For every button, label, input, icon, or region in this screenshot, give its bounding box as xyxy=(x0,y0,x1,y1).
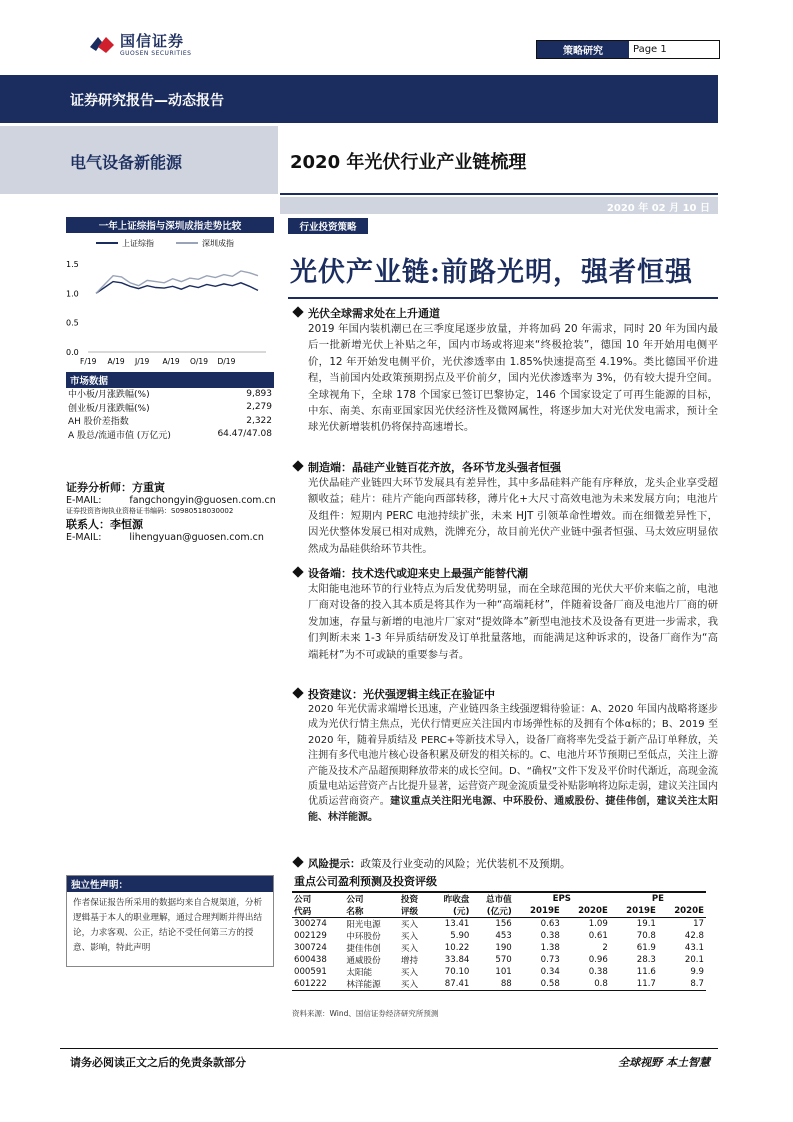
table-header-cell: 昨收盘 xyxy=(443,895,470,905)
table-header-cell: 代码 xyxy=(294,907,312,917)
index-comparison-chart xyxy=(66,234,276,369)
table-cell: 5.90 xyxy=(450,931,470,941)
table-cell: 买入 xyxy=(400,968,419,978)
table-cell: 2 xyxy=(602,943,608,953)
section-2 xyxy=(294,459,718,557)
table-cell: 太阳能 xyxy=(346,968,373,978)
table-header-cell: 公司 xyxy=(294,895,312,905)
section-1-title: 光伏全球需求处在上升通道 xyxy=(308,307,440,320)
report-tag-box xyxy=(536,40,720,59)
table-cell: 300724 xyxy=(294,943,327,953)
table-cell: 000591 xyxy=(294,967,327,977)
risk-title: 风险提示： xyxy=(308,858,361,870)
market-row xyxy=(66,401,274,415)
market-value: 64.47/47.08 xyxy=(217,429,272,440)
bullet-icon xyxy=(292,687,303,698)
table-row xyxy=(292,978,706,991)
page-number: Page 1 xyxy=(633,44,667,55)
title-divider xyxy=(280,193,718,195)
table-cell: 156 xyxy=(495,919,512,929)
report-category: 证券研究报告—动态报告 xyxy=(70,93,224,109)
table-cell: 28.3 xyxy=(636,955,656,965)
x-tick-label: A/19 xyxy=(162,357,180,366)
table-cell: 70.8 xyxy=(636,931,656,941)
section-4-title: 投资建议：光伏强逻辑主线正在验证中 xyxy=(308,688,495,701)
section-3 xyxy=(294,565,718,663)
x-tick-label: J/19 xyxy=(135,357,150,366)
table-cell: 570 xyxy=(495,955,512,965)
table-row xyxy=(292,905,706,918)
table-header-cell: 投资 xyxy=(400,895,419,905)
section-1-body: 2019 年国内装机潮已在三季度尾逐步放量，并将加码 20 年需求，同时 20 年为国内最后一批新增光伏上补贴之年，国内市场或将迎来“终极抢装”，德国 10 年开始用电侧平价，12 年开始发电侧平价，光伏渗透率由 1.85%快速提高至 4.19%。类比德国平价进程，当前国内处政策预期拐点及平价前夕，国内光伏渗透率为 3%，仍有较大提升空间。全球视角下，全球 178 个国家已签订巴黎协定，146 个国家设定了可再生能源的目标，中东、南美、东南亚国家因光伏经济性及微网属性，将逐步加大对光伏发电需求，预计全球光伏新增装机仍将保持高速增长。 xyxy=(308,323,718,434)
table-row xyxy=(292,918,706,931)
table-header-cell: 2019E xyxy=(530,906,560,916)
analyst-block xyxy=(66,479,276,543)
market-label: 中小板/月涨跌幅(%) xyxy=(68,390,150,401)
table-cell: 通威股份 xyxy=(346,956,381,966)
table-cell: 002129 xyxy=(294,931,327,941)
x-tick-label: O/19 xyxy=(190,357,208,366)
table-cell: 0.58 xyxy=(540,979,560,989)
table-cell: 阳光电源 xyxy=(346,920,381,930)
footer-slogan: 全球视野 本土智慧 xyxy=(618,1056,710,1069)
table-cell: 300274 xyxy=(294,919,327,929)
table-cell: 88 xyxy=(500,979,512,989)
table-cell: 17 xyxy=(693,919,704,929)
table-cell: 0.38 xyxy=(540,931,560,941)
y-tick-label: 0.0 xyxy=(66,348,79,357)
table-cell: 101 xyxy=(495,967,512,977)
section-4-body xyxy=(308,702,718,825)
table-row xyxy=(292,930,706,942)
legend-label-sz: 深圳成指 xyxy=(202,239,234,248)
table-cell: 0.96 xyxy=(588,955,608,965)
table-header-cell: 总市值 xyxy=(485,895,512,905)
table-header-cell: EPS xyxy=(552,894,571,904)
report-type: 策略研究 xyxy=(537,41,629,58)
table-cell: 10.22 xyxy=(444,943,470,953)
table-cell: 0.73 xyxy=(540,955,560,965)
series-line-shanghai xyxy=(96,282,258,294)
email-label: E-MAIL: xyxy=(66,495,102,506)
table-cell: 林洋能源 xyxy=(346,980,381,990)
bullet-icon xyxy=(292,566,303,577)
table-header-cell: 公司 xyxy=(346,895,364,905)
table-source: 资料来源：Wind、国信证券经济研究所预测 xyxy=(292,1009,439,1018)
market-row xyxy=(66,414,274,428)
table-cell: 增持 xyxy=(400,956,419,966)
market-row xyxy=(66,428,274,442)
x-tick-label: F/19 xyxy=(80,357,97,366)
logo-text: 国信证券 xyxy=(120,32,185,50)
market-data-table xyxy=(66,387,274,441)
analyst-1-cert: 证券投资咨询执业资格证书编码：S0980518030002 xyxy=(66,507,234,515)
independence-title: 独立性声明： xyxy=(67,876,273,892)
table-cell: 600438 xyxy=(294,955,327,965)
table-cell: 42.8 xyxy=(684,931,704,941)
table-row xyxy=(292,954,706,966)
analyst-2-name: 联系人：李恒源 xyxy=(66,518,143,531)
market-label: 创业板/月涨跌幅(%) xyxy=(68,403,150,414)
section-1 xyxy=(294,305,718,436)
table-cell: 20.1 xyxy=(684,955,704,965)
table-cell: 87.41 xyxy=(444,979,470,989)
footer-rule xyxy=(60,1048,718,1049)
table-cell: 0.34 xyxy=(540,967,560,977)
table-cell: 中环股份 xyxy=(346,932,381,942)
table-cell: 0.63 xyxy=(540,919,560,929)
table-header-cell: (元) xyxy=(452,907,470,917)
table-cell: 43.1 xyxy=(684,943,704,953)
market-data-title: 市场数据 xyxy=(66,372,274,388)
table-cell: 11.6 xyxy=(636,967,656,977)
table-cell: 8.7 xyxy=(690,979,704,989)
headline-divider xyxy=(288,297,718,299)
main-headline: 光伏产业链:前路光明，强者恒强 xyxy=(290,257,693,288)
table-cell: 买入 xyxy=(400,932,419,942)
table-cell: 捷佳伟创 xyxy=(346,944,381,954)
bullet-icon xyxy=(292,856,303,867)
table-cell: 70.10 xyxy=(444,967,470,977)
table-header-cell: PE xyxy=(651,894,665,904)
market-value: 2,322 xyxy=(246,415,272,426)
footer-disclaimer[interactable]: 请务必阅读正文之后的免责条款部分 xyxy=(70,1056,246,1069)
analyst-1-name: 证券分析师：方重寅 xyxy=(66,481,165,494)
risk-block xyxy=(294,856,571,871)
table-cell: 601222 xyxy=(294,979,327,989)
market-row xyxy=(66,387,274,401)
analyst-1-email[interactable]: fangchongyin@guosen.com.cn xyxy=(129,495,276,506)
bullet-icon xyxy=(292,460,303,471)
legend-label-sh: 上证综指 xyxy=(122,239,154,248)
logo-english: GUOSEN SECURITIES xyxy=(120,50,192,57)
table-cell: 0.61 xyxy=(588,931,608,941)
section-2-title: 制造端：晶硅产业链百花齐放，各环节龙头强者恒强 xyxy=(308,461,561,474)
table-header-cell: 评级 xyxy=(400,907,419,917)
y-tick-label: 1.0 xyxy=(66,289,79,299)
table-header-cell: (亿元) xyxy=(486,907,512,917)
table-cell: 1.09 xyxy=(588,919,608,929)
table-header-cell: 2020E xyxy=(578,906,608,916)
independence-statement xyxy=(66,875,274,967)
chart-title: 一年上证综指与深圳成指走势比较 xyxy=(66,217,274,233)
table-header-cell: 名称 xyxy=(346,907,364,917)
section-3-title: 设备端：技术迭代或迎来史上最强产能替代潮 xyxy=(308,567,528,580)
x-tick-label: D/19 xyxy=(217,357,236,366)
section-3-body: 太阳能电池环节的行业特点为后发优势明显，而在全球范围的光伏大平价来临之前，电池厂商对设备的投入其本质是将其作为一种“高端耗材”，伴随着设备厂商及电池片厂商的研发加速，存量与新增的电池片厂家对“提效降本”新型电池技术及设备有更进一步需求，我们判断未来 1-3 年异质结研发及订单批量落地，而能满足这种诉求的，设备厂商作为“高端耗材”为不可或缺的重要参与者。 xyxy=(308,583,718,661)
table-cell: 买入 xyxy=(400,920,419,930)
sector-name: 电气设备新能源 xyxy=(70,153,183,172)
table-cell: 0.8 xyxy=(594,979,608,989)
table-cell: 190 xyxy=(495,943,512,953)
y-tick-label: 1.5 xyxy=(66,260,79,269)
table-cell: 买入 xyxy=(400,944,419,954)
table-cell: 19.1 xyxy=(636,919,656,929)
table-cell: 0.38 xyxy=(588,967,608,977)
table-cell: 11.7 xyxy=(636,979,656,989)
email-label: E-MAIL: xyxy=(66,532,102,543)
table-row xyxy=(292,966,706,978)
guosen-logo-icon xyxy=(88,33,116,55)
table-cell: 买入 xyxy=(400,980,419,990)
market-value: 9,893 xyxy=(246,388,272,399)
table-cell: 61.9 xyxy=(636,943,656,953)
table-header-cell: 2019E xyxy=(626,906,656,916)
table-cell: 13.41 xyxy=(444,919,470,929)
market-label: A 股总/流通市值 (万亿元) xyxy=(68,430,171,441)
table-row xyxy=(292,942,706,954)
section-4-recommendation: 建议重点关注阳光电源、中环股份、通威股份、捷佳伟创，建议关注太阳能、林洋能源。 xyxy=(308,796,719,823)
bullet-icon xyxy=(292,306,303,317)
table-header-cell: 2020E xyxy=(674,906,704,916)
earnings-forecast-table xyxy=(292,891,706,991)
market-value: 2,279 xyxy=(246,402,272,413)
page-title: 2020 年光伏行业产业链梳理 xyxy=(290,152,527,173)
market-label: AH 股价差指数 xyxy=(68,417,129,428)
independence-text: 作者保证报告所采用的数据均来自合规渠道，分析逻辑基于本人的职业理解，通过合理判断并得出结论，力求客观、公正，结论不受任何第三方的授意、影响，特此声明 xyxy=(73,898,263,953)
strategy-tag: 行业投资策略 xyxy=(288,218,368,234)
section-2-body: 光伏晶硅产业链四大环节发展具有差异性，其中多晶硅料产能有序释放，龙头企业享受超额收益；硅片：硅片产能向西部转移，薄片化+大尺寸高效电池为未来发展方向；电池片及组件：短期内 PERC 电池持续扩张，未来 HJT 引领革命性增效。而在细微差异性下，因光伏整体发展已相对成熟，洗牌充分，故目前光伏产业链中强者恒强、马太效应明显依然成为晶硅供给环节共性。 xyxy=(308,477,718,555)
table-cell: 1.38 xyxy=(540,943,560,953)
report-date: 2020 年 02 月 10 日 xyxy=(606,203,710,214)
section-4 xyxy=(294,686,718,825)
table-title: 重点公司盈利预测及投资评级 xyxy=(294,875,437,888)
section-4-text: 2020 年光伏需求端增长迅速，产业链四条主线强逻辑待验证：A、2020 年国内战略将逐步成为光伏行情主焦点，光伏行情更应关注国内市场弹性标的及拥有个体α标的；B、2019 至 2020 年，随着异质结及 PERC+等新技术导入，设备厂商将率先受益于新产品订单释放，关注拥有多代电池片核心设备积累及研发的相关标的。C、电池片环节预期已至低点，关注上游产能及技术产品超预期释放带来的成长空间。D、“确权”文件下发及平价时代渐近，高现金流质量电站运营资产占比提升显著，运营资产现金流质量受补贴影响将边际走弱，建议关注国内优质运营商资产。 xyxy=(308,704,718,808)
table-cell: 33.84 xyxy=(444,955,470,965)
table-cell: 9.9 xyxy=(690,967,704,977)
table-cell: 453 xyxy=(495,931,512,941)
x-tick-label: A/19 xyxy=(107,357,125,366)
analyst-2-email[interactable]: lihengyuan@guosen.com.cn xyxy=(129,532,264,543)
y-tick-label: 0.5 xyxy=(66,318,79,328)
risk-text: 政策及行业变动的风险；光伏装机不及预期。 xyxy=(360,858,571,870)
table-row xyxy=(292,892,706,905)
